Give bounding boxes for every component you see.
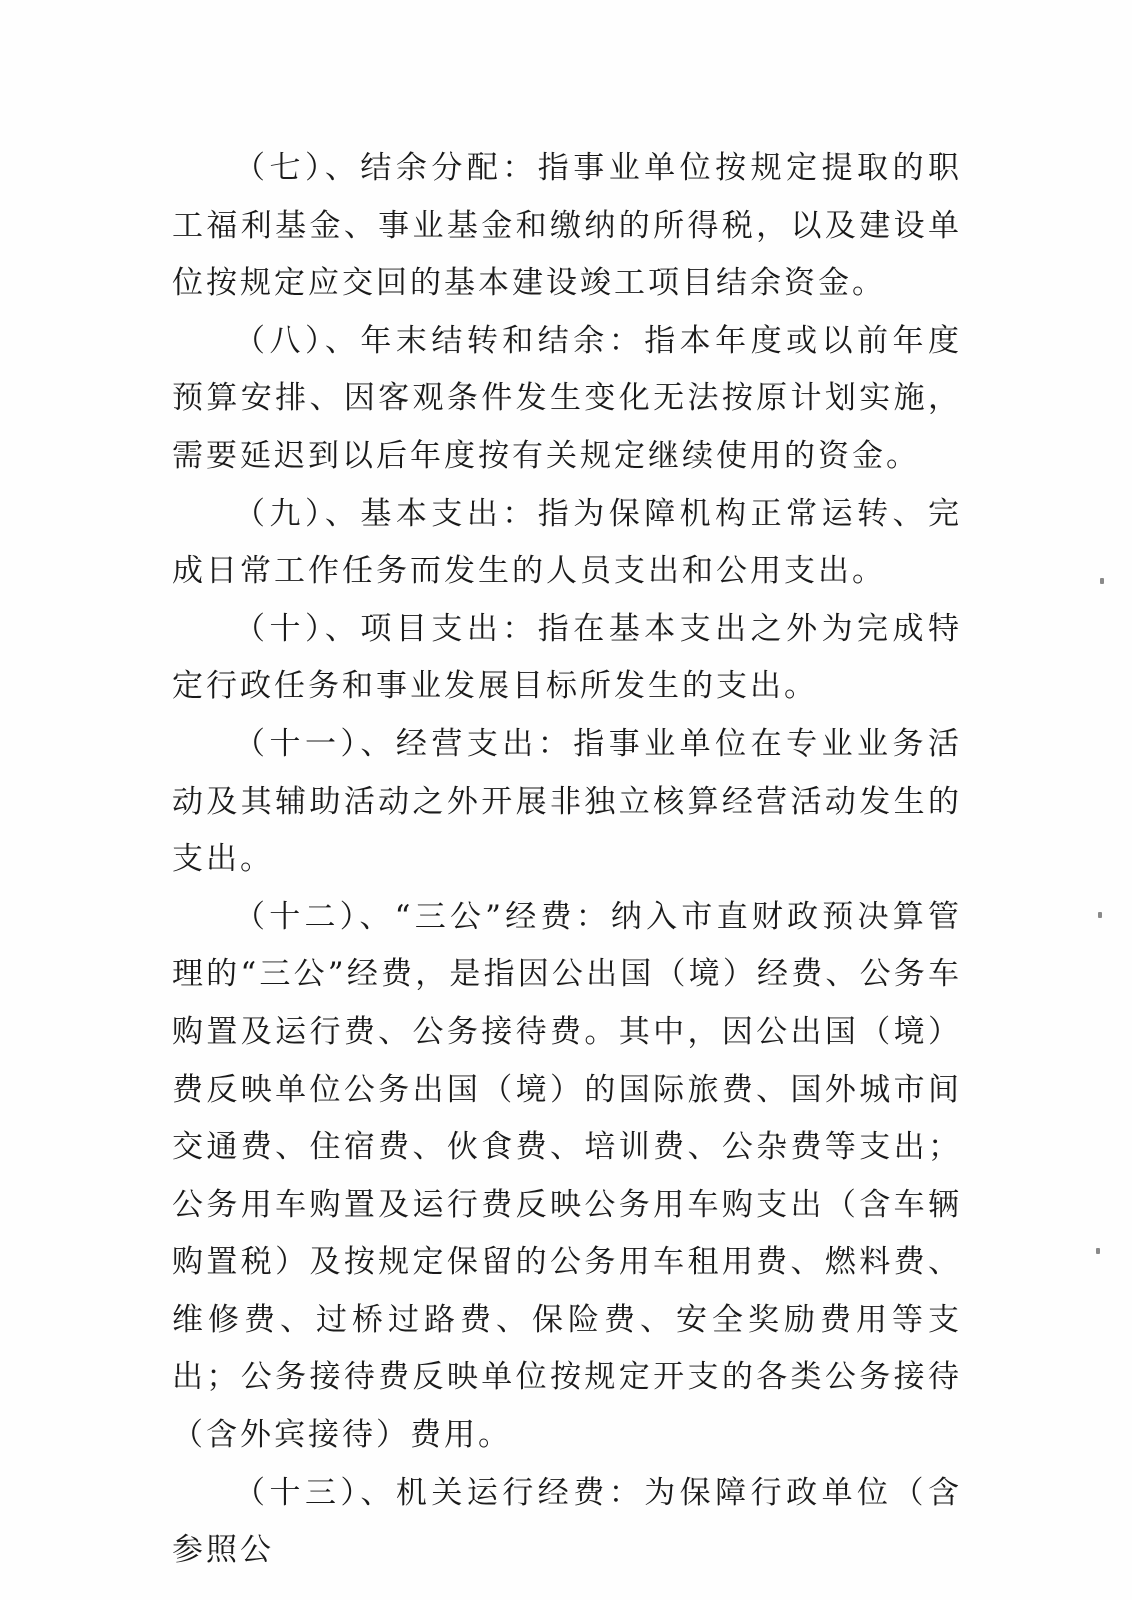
paragraph-jiben-zhichu: （九）、基本支出：指为保障机构正常运转、完成日常工作任务而发生的人员支出和公用支出。	[172, 495, 962, 590]
paragraph-nianmo-jiezhuan: （八）、年末结转和结余：指本年度或以前年度预算安排、因客观条件发生变化无法按原计划实施，需要延迟到以后年度按有关规定继续使用的资金。	[172, 322, 962, 474]
scan-edge-mark	[1098, 912, 1102, 918]
paragraph-jieyu-fenpei: （七）、结余分配：指事业单位按规定提取的职工福利基金、事业基金和缴纳的所得税，以及建设单位按规定应交回的基本建设竣工项目结余资金。	[172, 150, 962, 302]
paragraph-jingying-zhichu: （十一）、经营支出：指事业单位在专业业务活动及其辅助活动之外开展非独立核算经营活动发生的 支出。	[172, 725, 962, 878]
document-body	[172, 140, 962, 1580]
paragraph-sangong-jingfei: （十二）、“三公”经费：纳入市直财政预决算管理的“三公”经费，是指因公出国（境）经费、公务车购置及运行费、公务接待费。其中，因公出国（境）费反映单位公务出国（境）的国际旅费、国外城市间交通费、住宿费、伙食费、培训费、公杂费等支出；公务用车购置及运行费反映公务用车购支出（含车辆购置税）及按规定保留的公务用车租用费、燃料费、维修费、过桥过路费、保险费、安全奖励费用等支出；公务接待费反映单位按规定开支的各类公务接待（含外宾接待）费用。	[172, 898, 962, 1454]
scan-edge-mark	[1100, 578, 1104, 584]
paragraph-jiguan-yunxing: （十三）、机关运行经费：为保障行政单位（含参照公	[172, 1474, 962, 1569]
paragraph-xiangmu-zhichu: （十）、项目支出：指在基本支出之外为完成特定行政任务和事业发展目标所发生的支出。	[172, 610, 962, 705]
scan-edge-mark	[1096, 1248, 1100, 1254]
